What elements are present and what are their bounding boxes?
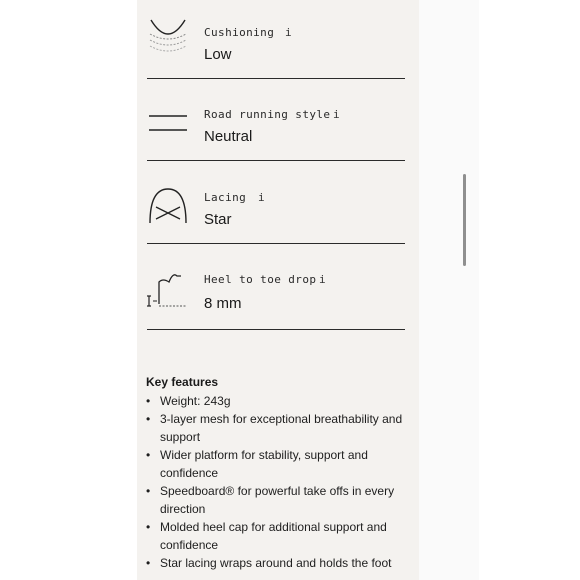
divider <box>147 78 405 79</box>
product-details-panel <box>137 0 419 580</box>
running-style-icon <box>147 104 189 148</box>
spec-value: Star <box>204 211 232 228</box>
info-icon[interactable]: i <box>333 108 340 121</box>
list-item: • Wider platform for stability, support and confidence <box>146 448 368 480</box>
page-margin <box>419 0 479 580</box>
spec-value: 8 mm <box>204 295 242 312</box>
spec-label: Road running style <box>204 108 331 121</box>
info-icon[interactable]: i <box>258 191 265 204</box>
cushioning-icon <box>147 14 189 58</box>
key-features-list <box>146 392 412 572</box>
list-item: • Weight: 243g <box>146 394 231 408</box>
bullet-icon: • <box>146 484 151 498</box>
bullet-icon: • <box>146 448 151 462</box>
list-item: • 3-layer mesh for exceptional breathability and support <box>146 412 403 444</box>
spec-value: Low <box>204 46 232 63</box>
list-item: • Speedboard® for powerful take offs in every direction <box>146 484 395 516</box>
divider <box>147 160 405 161</box>
bullet-icon: • <box>146 394 151 408</box>
bullet-icon: • <box>146 556 151 570</box>
info-icon[interactable]: i <box>319 273 326 286</box>
spec-label: Lacing <box>204 191 247 204</box>
info-icon[interactable]: i <box>285 26 292 39</box>
list-item: • Molded heel cap for additional support and confidence <box>146 520 387 552</box>
key-features-heading: Key features <box>146 375 219 389</box>
divider <box>147 243 405 244</box>
scrollbar[interactable] <box>463 174 466 266</box>
heel-drop-icon <box>147 268 189 312</box>
spec-label: Heel to toe drop <box>204 273 317 286</box>
lacing-icon <box>147 183 189 227</box>
list-item: • Star lacing wraps around and holds the foot <box>146 556 392 570</box>
spec-value: Neutral <box>204 128 253 145</box>
divider <box>147 329 405 330</box>
bullet-icon: • <box>146 412 151 426</box>
spec-label: Cushioning <box>204 26 275 39</box>
bullet-icon: • <box>146 520 151 534</box>
